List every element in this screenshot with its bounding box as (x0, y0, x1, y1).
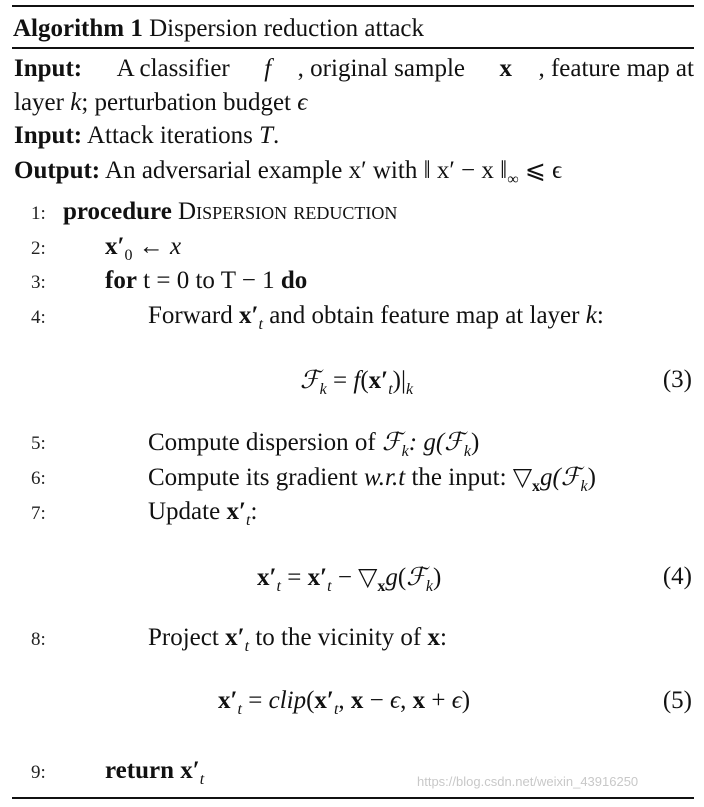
equation-body: $x'_t$ = $clip(x'_t$, x − ϵ, x + ϵ) (218, 687, 471, 718)
equation-body: = $f(x'_t)|_k$ (333, 367, 414, 398)
infinity-subscript: ∞ (507, 171, 519, 188)
equation-clip (218, 686, 470, 716)
step-dispersion (148, 427, 479, 458)
subscript: t (244, 638, 250, 655)
line-number: 1: (31, 203, 46, 224)
loop-range: t = 0 to T − 1 (136, 267, 281, 294)
epsilon-symbol: ϵ (297, 89, 308, 116)
line-number: 6: (31, 468, 46, 489)
input-text: , original sample (297, 55, 465, 82)
step-procedure (63, 197, 397, 227)
feature-map-symbol: ℱ (560, 462, 581, 491)
step-gradient (148, 462, 596, 493)
line-number: 4: (31, 307, 46, 328)
step-forward (148, 301, 604, 331)
input-label: Input: (14, 122, 83, 149)
subscript: k (425, 578, 433, 595)
step-text: Project (148, 624, 219, 651)
output-text: An adversarial example (105, 157, 343, 184)
step-text: Compute dispersion of (148, 429, 376, 456)
step-text: the input: ▽ (405, 464, 533, 491)
step-math: g( (540, 464, 561, 491)
adv-sample-symbol: x′ (238, 302, 259, 329)
step-text: : (440, 624, 447, 651)
input-text: Attack iterations (86, 122, 253, 149)
keyword-return: return (105, 757, 174, 784)
input-label: Input: (14, 55, 83, 82)
x-symbol: x (170, 233, 182, 260)
step-project (148, 623, 447, 653)
input-text: . (273, 122, 280, 149)
step-math: : g( (408, 429, 445, 456)
algorithm-title: Dispersion reduction attack (149, 15, 425, 42)
step-text: Update (148, 498, 221, 525)
line-number: 2: (31, 238, 46, 259)
subscript: 0 (124, 247, 133, 264)
line-number: 5: (31, 433, 46, 454)
subscript: k (319, 381, 327, 398)
adv-sample-symbol: x′ (225, 624, 245, 651)
algorithm-caption (13, 14, 424, 44)
step-text: to the vicinity of (249, 624, 422, 651)
subscript: k (401, 443, 409, 460)
subscript: t (258, 316, 263, 333)
input-text: A classifier (116, 55, 230, 82)
layer-symbol: k (585, 302, 597, 329)
subscript: k (463, 443, 471, 460)
classifier-symbol: f (264, 55, 272, 82)
step-text: : (250, 498, 258, 525)
feature-map-symbol: ℱ (300, 365, 320, 394)
step-text: Forward (148, 302, 233, 329)
step-math: ) (470, 429, 480, 456)
line-number: 9: (31, 762, 46, 783)
procedure-name: Dispersion reduction (178, 198, 398, 225)
step-return (105, 756, 204, 786)
step-init (105, 232, 181, 262)
watermark-url: https://blog.csdn.net/weixin_43916250 (417, 774, 639, 789)
top-rule (12, 5, 694, 7)
adv-sample-symbol: x′ (226, 498, 246, 525)
output-bound: ⩽ ϵ (524, 157, 563, 184)
x-symbol: x (427, 624, 441, 651)
sample-symbol: x (499, 55, 512, 82)
subscript: x (532, 478, 541, 495)
equation-number: (4) (662, 563, 692, 590)
output-math: x′ with ‖ x′ − x ‖ (348, 157, 508, 184)
subscript: k (580, 478, 588, 495)
caption-rule (12, 47, 694, 49)
input-text: , feature map at (538, 55, 694, 82)
adv-sample-symbol: x′ (180, 757, 200, 784)
wrt-text: w.r.t (363, 464, 406, 491)
keyword-for: for (105, 267, 137, 294)
step-math: ) (587, 464, 596, 491)
feature-map-symbol: ℱ (406, 562, 426, 591)
line-number: 7: (31, 503, 46, 524)
line-number: 8: (31, 629, 46, 650)
algorithm-label: Algorithm 1 (13, 15, 143, 42)
equation-body: ) (433, 564, 442, 591)
subscript: t (245, 512, 251, 529)
step-text: Compute its gradient (148, 464, 358, 491)
equation-body: $x'_t = x'_t$ − $▽_xg$( (257, 564, 407, 595)
input-line-3 (14, 121, 279, 151)
equation-number: (3) (662, 366, 692, 393)
layer-symbol: k (70, 89, 82, 116)
equation-feature-map (300, 365, 413, 396)
output-line (14, 156, 562, 186)
input-text: layer (14, 89, 64, 116)
bottom-rule (12, 797, 694, 799)
output-label: Output: (14, 157, 101, 184)
assign-arrow: ← (132, 233, 171, 260)
step-text: : (596, 302, 604, 329)
step-update (148, 497, 257, 527)
equation-number: (5) (662, 687, 692, 714)
keyword-do: do (280, 267, 308, 294)
step-text: and obtain feature map at layer (262, 302, 586, 329)
line-number: 3: (31, 272, 46, 293)
step-for-loop (105, 266, 307, 296)
iterations-symbol: T (259, 122, 274, 149)
feature-map-symbol: ℱ (382, 427, 402, 456)
feature-map-symbol: ℱ (444, 427, 464, 456)
equation-update (257, 562, 441, 593)
input-line-1 (14, 54, 694, 84)
subscript: t (199, 771, 205, 788)
input-line-2 (14, 88, 307, 118)
keyword-procedure: procedure (63, 198, 172, 225)
input-text: ; perturbation budget (81, 89, 291, 116)
adv-sample-symbol: x′ (105, 233, 125, 260)
